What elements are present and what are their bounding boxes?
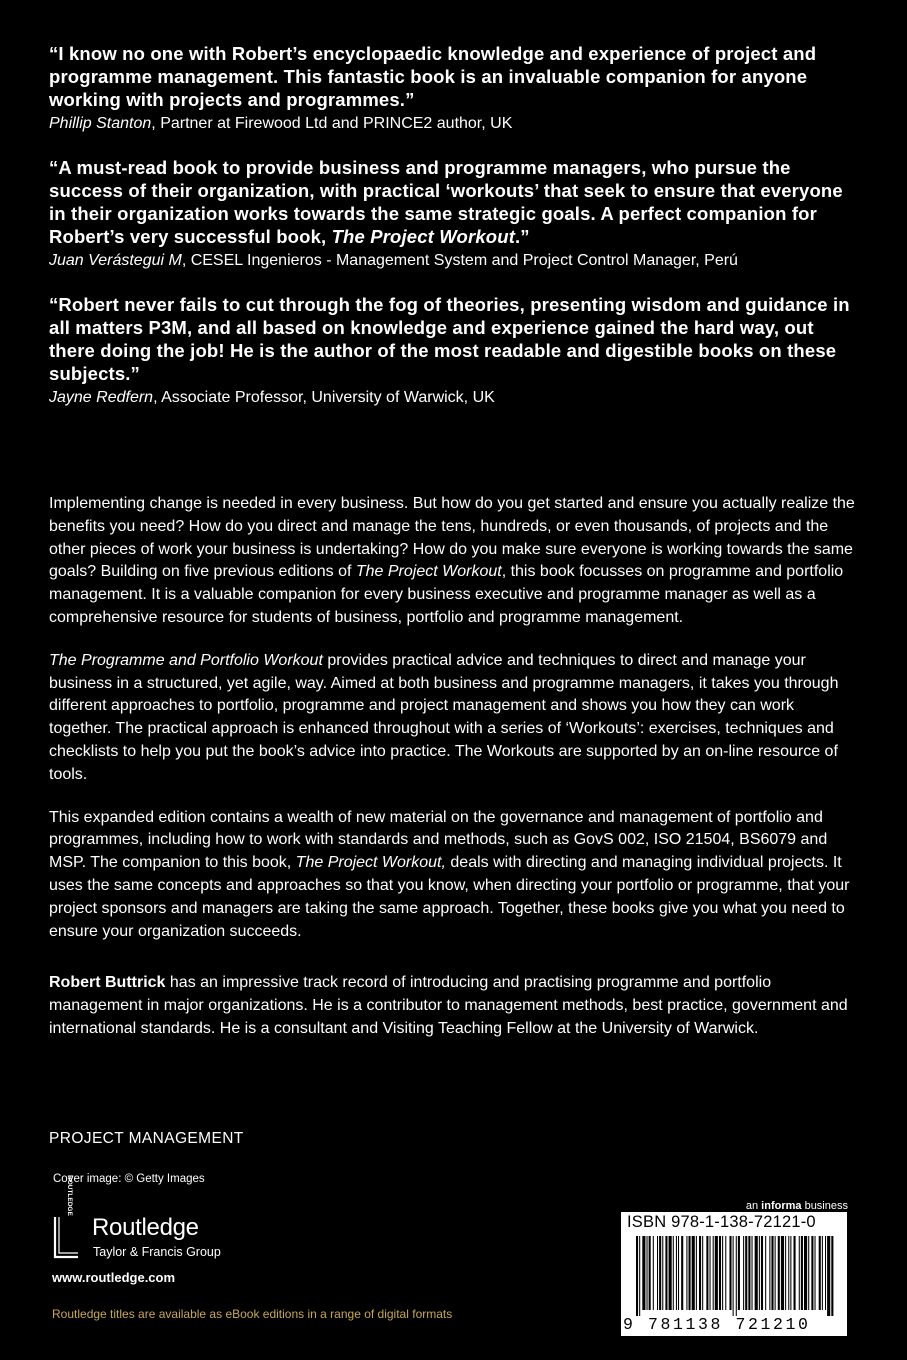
barcode-bar <box>662 1236 663 1310</box>
quote-attribution <box>49 387 859 408</box>
author-bio <box>49 972 859 1040</box>
barcode-bar <box>819 1236 821 1310</box>
quote-book-title: The Project Workout <box>331 226 516 247</box>
informa-suffix: business <box>801 1200 848 1212</box>
barcode-bar <box>822 1236 823 1310</box>
barcode-bar <box>743 1236 744 1310</box>
barcode-bar <box>775 1236 776 1310</box>
book-description <box>49 493 859 1061</box>
quote-text-part: .” <box>515 226 530 247</box>
quote-author-role: , Partner at Firewood Ltd and PRINCE2 author, UK <box>151 115 513 132</box>
text-run: deals with directing and managing individual projects. It uses the same concepts and approaches so that you know, when directing your portfolio or programme, that your project sponsors and managers are taking the same approach. Together, these books give you what you need to ensure your organization succeeds. <box>49 854 850 940</box>
description-paragraph-3 <box>49 807 859 944</box>
quote-author-role: , CESEL Ingenieros - Management System and Project Control Manager, Perú <box>181 252 738 269</box>
barcode-bar <box>669 1236 672 1310</box>
barcode-bar <box>769 1236 770 1310</box>
barcode-digits: 9 781138 721210 <box>623 1315 811 1334</box>
barcode-bar <box>736 1236 737 1316</box>
logo-spine-text: ROUTLEDGE <box>66 1175 73 1216</box>
barcode-bar <box>725 1236 726 1310</box>
barcode-bar <box>639 1236 640 1316</box>
barcode-bar <box>642 1236 645 1310</box>
barcode-bar <box>649 1236 651 1310</box>
barcode-bar <box>699 1236 701 1310</box>
barcode-bar <box>765 1236 766 1310</box>
endorsement-1 <box>49 42 859 134</box>
barcode-bar <box>689 1236 691 1310</box>
barcode-bar <box>825 1236 826 1310</box>
barcode-bar <box>815 1236 816 1310</box>
barcode-bar <box>788 1236 789 1310</box>
isbn-barcode <box>621 1212 847 1336</box>
informa-prefix: an <box>745 1200 762 1212</box>
barcode-bar <box>692 1236 695 1310</box>
barcode-bar <box>808 1236 809 1310</box>
barcode-bar <box>659 1236 661 1310</box>
quote-author-role: , Associate Professor, University of Warwick, UK <box>153 389 495 406</box>
barcode-bar <box>715 1236 718 1310</box>
quote-text: “I know no one with Robert’s encyclopaedic knowledge and experience of project and programme management. This fantastic book is an invaluable companion for anyone working with projects and programmes.” <box>49 43 817 110</box>
barcode-bar <box>778 1236 780 1310</box>
barcode-bar <box>706 1236 708 1310</box>
barcode-bar <box>761 1236 763 1310</box>
barcode-bar <box>801 1236 803 1310</box>
barcode-bar <box>729 1236 731 1310</box>
barcode-bar <box>665 1236 667 1310</box>
barcode-bar <box>748 1236 750 1310</box>
endorsement-2 <box>49 156 859 271</box>
barcode-bar <box>785 1236 786 1310</box>
subject-category: PROJECT MANAGEMENT <box>49 1130 244 1147</box>
barcode-bar <box>713 1236 714 1310</box>
barcode-bar <box>678 1236 679 1310</box>
isbn-label: ISBN 978-1-138-72121-0 <box>627 1213 816 1231</box>
text-run: This expanded edition contains a wealth of new material on the governance and management of portfolio and programmes, including how to work with standards and methods, such as GovS 002, ISO 21504, BS6079 and MSP. The companion to this book, <box>49 808 828 872</box>
barcode-bar <box>738 1236 740 1310</box>
barcode-bar <box>752 1236 753 1310</box>
barcode-bar <box>811 1236 813 1310</box>
barcode-bar <box>827 1236 830 1316</box>
barcode-bar <box>702 1236 703 1310</box>
informa-business <box>746 1200 848 1212</box>
quote-text <box>49 156 859 248</box>
quote-author: Phillip Stanton <box>49 115 152 132</box>
cover-credit: Cover image: © Getty Images <box>53 1173 205 1185</box>
publisher-website: www.routledge.com <box>52 1270 176 1285</box>
barcode-bar <box>719 1236 721 1310</box>
book-title: The Programme and Portfolio Workout <box>49 651 323 669</box>
barcode-bar <box>696 1236 697 1310</box>
barcode-bar <box>831 1236 833 1316</box>
description-paragraph-2 <box>49 650 859 787</box>
barcode-bar <box>759 1236 760 1310</box>
barcode-bar <box>794 1236 796 1310</box>
author-name: Robert Buttrick <box>49 974 166 992</box>
barcode-bar <box>755 1236 758 1310</box>
barcode-bar <box>681 1236 683 1310</box>
quote-text-part: “A must-read book to provide business and programme managers, who pursue the success of their organization, with practical ‘workouts’ that seek to ensure that everyone in their organization works towards the same strategic goals. A perfect companion for Robert’s very successful book, <box>49 157 843 247</box>
quote-text: “Robert never fails to cut through the fog of theories, presenting wisdom and guidance in all matters P3M, and all based on knowledge and experience gained the hard way, out there doing the job! He is the author of the most readable and digestible books on these subjects.” <box>49 294 850 384</box>
barcode-bar <box>653 1236 654 1310</box>
publisher-group: Taylor & Francis Group <box>93 1245 221 1259</box>
text-run: provides practical advice and techniques to direct and manage your business in a structured, yet agile, way. Aimed at both business and programme managers, it takes you through different approaches to portfolio, programme and project management and shows you how they can work together. The practical approach is enhanced throughout with a series of ‘Workouts’: exercises, techniques and checklists to help you put the book’s advice into practice. The Workouts are supported by an on-line resource of tools. <box>49 651 839 783</box>
quote-author: Jayne Redfern <box>49 389 154 406</box>
publisher-name: Routledge <box>92 1214 199 1241</box>
barcode-bar <box>647 1236 648 1310</box>
endorsements <box>49 42 859 430</box>
barcode-bar <box>636 1236 638 1316</box>
description-paragraph-1 <box>49 493 859 630</box>
barcode-bar <box>673 1236 674 1310</box>
book-title: The Project Workout, <box>295 854 446 872</box>
barcode-bar <box>710 1236 711 1310</box>
barcode-bar <box>804 1236 807 1310</box>
book-title: The Project Workout <box>355 563 502 581</box>
endorsement-3 <box>49 293 859 408</box>
text-run: , this book focusses on programme and portfolio management. It is a valuable companion for every business executive and programme manager as well as a comprehensive resource for students of business, portfolio and programme management. <box>49 563 844 626</box>
quote-author: Juan Verástegui M <box>49 252 182 269</box>
barcode-bar <box>799 1236 800 1310</box>
author-bio-text: has an impressive track record of introducing and practising programme and portfolio management in major organizations. He is a contributor to management methods, best practice, government and international standards. He is a consultant and Visiting Teaching Fellow at the University of Warwick. <box>49 974 848 1037</box>
barcode-bar <box>790 1236 791 1310</box>
barcode-bar <box>733 1236 734 1316</box>
text-run: Implementing change is needed in every business. But how do you get started and ensure you actually realize the benefits you need? How do you direct and manage the tens, hundreds, or even thousands, of projects and the other pieces of work your business is undertaking? How do you make sure everyone is working towards the same goals? Building on five previous editions of <box>49 495 855 581</box>
ebook-note: Routledge titles are available as eBook editions in a range of digital formats <box>52 1307 453 1321</box>
barcode-bar <box>722 1236 723 1310</box>
barcode-bar <box>686 1236 687 1310</box>
barcode-bar <box>771 1236 773 1310</box>
routledge-spine-icon <box>52 1175 84 1261</box>
quote-attribution <box>49 113 859 134</box>
barcode-bar <box>676 1236 677 1310</box>
barcode-bar <box>745 1236 747 1310</box>
quote-attribution <box>49 250 859 271</box>
barcode-icon <box>636 1236 836 1316</box>
informa-name: informa <box>761 1200 802 1212</box>
barcode-bar <box>657 1236 658 1310</box>
barcode-bar <box>781 1236 784 1310</box>
